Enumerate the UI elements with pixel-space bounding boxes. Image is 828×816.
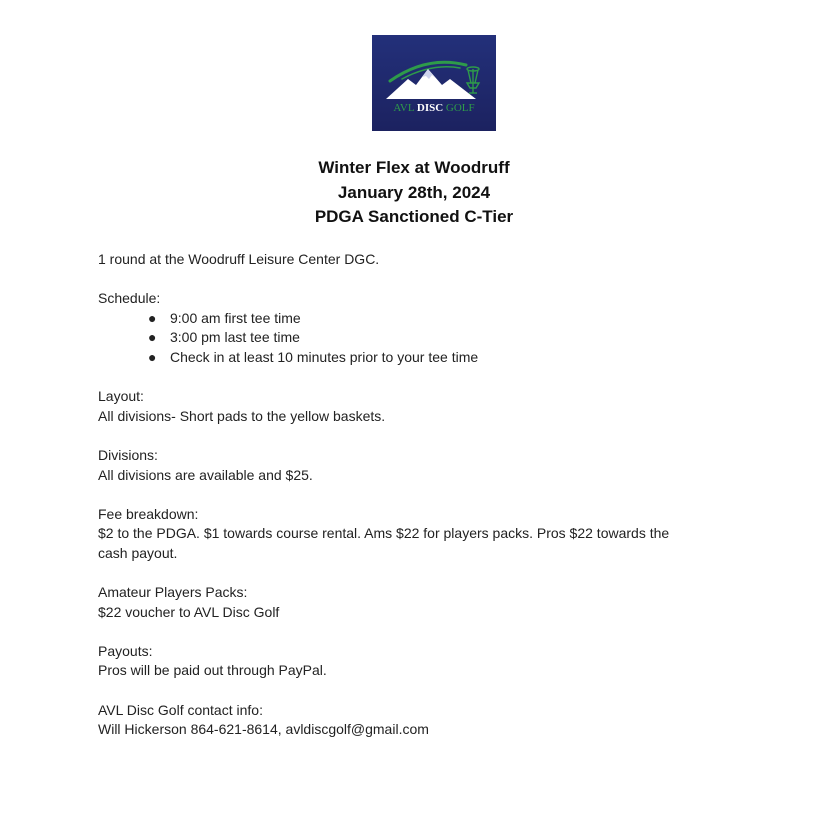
event-heading	[0, 156, 828, 230]
event-date: January 28th, 2024	[337, 182, 491, 202]
layout-text: All divisions- Short pads to the yellow baskets.	[98, 407, 386, 424]
contact-label: AVL Disc Golf contact info:	[98, 701, 263, 718]
schedule-list	[98, 309, 738, 368]
svg-text:AVL DISC GOLF	[393, 102, 474, 114]
logo-text-golf: GOLF	[445, 102, 475, 114]
logo-text-avl: AVL	[393, 102, 415, 114]
packs-label: Amateur Players Packs:	[98, 584, 248, 601]
event-details	[98, 250, 738, 740]
bullet-icon: ●	[148, 309, 157, 326]
payouts-text: Pros will be paid out through PayPal.	[98, 662, 327, 679]
payouts-label: Payouts:	[98, 642, 153, 659]
fee-text-line1: $2 to the PDGA. $1 towards course rental. Ams $22 for players packs. Pros $22 towards the	[98, 525, 670, 542]
layout-label: Layout:	[98, 388, 144, 405]
bullet-icon: ●	[148, 348, 157, 365]
fee-label: Fee breakdown:	[98, 505, 199, 522]
mountain-disc-basket-logo-icon	[372, 35, 496, 131]
list-item: ● Check in at least 10 minutes prior to your tee time	[98, 348, 738, 368]
fee-text-line2: cash payout.	[98, 544, 178, 561]
packs-text: $22 voucher to AVL Disc Golf	[98, 603, 280, 620]
bullet-icon: ●	[148, 329, 157, 346]
logo-text-disc: DISC	[416, 102, 444, 114]
intro-text: 1 round at the Woodruff Leisure Center DGC.	[98, 251, 380, 267]
divisions-text: All divisions are available and $25.	[98, 466, 313, 483]
list-item: ● 3:00 pm last tee time	[98, 328, 738, 348]
event-title: Winter Flex at Woodruff	[318, 158, 510, 177]
avl-disc-golf-logo	[372, 35, 496, 131]
list-item: ● 9:00 am first tee time	[98, 309, 738, 329]
divisions-label: Divisions:	[98, 446, 158, 463]
event-tier: PDGA Sanctioned C-Tier	[314, 207, 514, 226]
schedule-label: Schedule:	[98, 290, 161, 307]
contact-text: Will Hickerson 864-621-8614, avldiscgolf@gmail.com	[98, 721, 429, 738]
